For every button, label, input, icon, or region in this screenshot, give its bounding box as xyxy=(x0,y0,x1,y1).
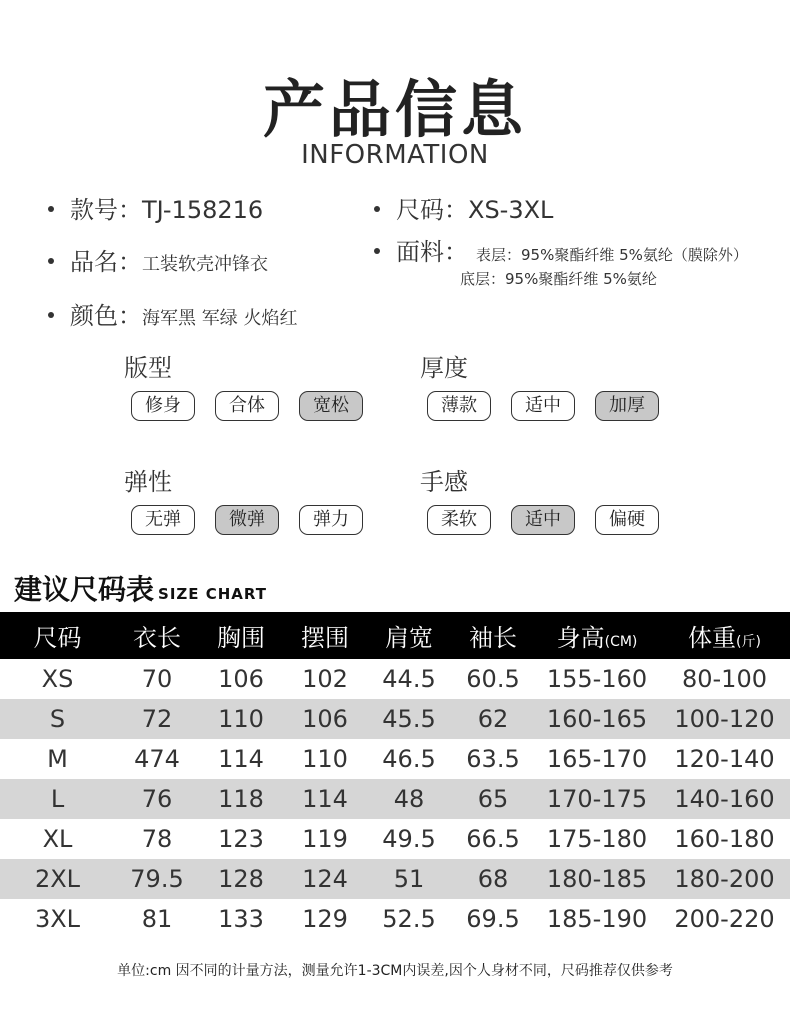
table-cell: 165-170 xyxy=(546,745,648,773)
table-cell: 3XL xyxy=(34,905,81,933)
size-footnote: 单位:cm 因不同的计量方法，测量允许1-3CM内误差,因个人身材不同，尺码推荐仅供参考 xyxy=(117,963,673,979)
table-cell: 46.5 xyxy=(382,745,436,773)
page-subtitle: INFORMATION xyxy=(301,140,489,170)
table-cell: 100-120 xyxy=(674,705,775,733)
table-body xyxy=(0,659,790,939)
header-height: 身高(CM) xyxy=(556,624,638,652)
table-cell: 62 xyxy=(477,705,509,733)
table-cell: 79.5 xyxy=(130,865,184,893)
table-cell: 155-160 xyxy=(546,665,648,693)
table-cell: 45.5 xyxy=(382,705,436,733)
table-cell: 69.5 xyxy=(466,905,520,933)
table-cell: 124 xyxy=(302,865,348,893)
table-cell: 49.5 xyxy=(382,825,436,853)
table-cell: 180-185 xyxy=(546,865,648,893)
table-cell: 160-165 xyxy=(546,705,648,733)
table-cell: 80-100 xyxy=(681,665,767,693)
table-cell: 110 xyxy=(302,745,348,773)
elasticity-chip-stretch: 弹力 xyxy=(299,505,363,535)
table-cell: 70 xyxy=(141,665,173,693)
table-cell: 185-190 xyxy=(546,905,648,933)
info-product-name: 品名：工装软壳冲锋衣 xyxy=(48,242,268,277)
fit-chip-loose: 宽松 xyxy=(299,391,363,421)
table-cell: 72 xyxy=(141,705,173,733)
table-row xyxy=(0,659,790,699)
table-cell: 81 xyxy=(141,905,173,933)
table-cell: 129 xyxy=(302,905,348,933)
info-style-number: 款号：TJ-158216 xyxy=(48,190,263,225)
fit-chip-regular: 合体 xyxy=(215,391,279,421)
table-row xyxy=(0,739,790,779)
table-cell: XS xyxy=(41,665,74,693)
table-row xyxy=(0,899,790,939)
header-hem: 摆围 xyxy=(301,624,349,652)
bullet-icon xyxy=(48,206,54,212)
table-cell: 128 xyxy=(218,865,264,893)
table-cell: 110 xyxy=(218,705,264,733)
table-cell: 63.5 xyxy=(466,745,520,773)
feel-chip-soft: 柔软 xyxy=(427,505,491,535)
table-cell: 48 xyxy=(393,785,425,813)
elasticity-chip-slight: 微弹 xyxy=(215,505,279,535)
table-cell: 68 xyxy=(477,865,509,893)
table-cell: 66.5 xyxy=(466,825,520,853)
table-cell: 200-220 xyxy=(674,905,775,933)
table-cell: 106 xyxy=(218,665,264,693)
fit-label: 版型 xyxy=(124,354,172,382)
table-cell: S xyxy=(49,705,66,733)
info-size-range: 尺码：XS-3XL xyxy=(374,190,553,225)
table-cell: XL xyxy=(42,825,73,853)
header-weight: 体重(斤) xyxy=(688,624,761,652)
bullet-icon xyxy=(374,248,380,254)
table-cell: M xyxy=(47,745,68,773)
table-cell: 78 xyxy=(141,825,173,853)
header-shoulder: 肩宽 xyxy=(385,624,433,652)
table-cell: 160-180 xyxy=(674,825,775,853)
table-cell: 114 xyxy=(218,745,264,773)
header-chest: 胸围 xyxy=(217,624,265,652)
table-row xyxy=(0,699,790,739)
table-header xyxy=(0,612,790,659)
table-cell: 140-160 xyxy=(674,785,775,813)
bullet-icon xyxy=(48,312,54,318)
table-row xyxy=(0,859,790,899)
size-table xyxy=(0,612,790,939)
header-sleeve: 袖长 xyxy=(469,624,517,652)
table-cell: 2XL xyxy=(34,865,81,893)
elasticity-label: 弹性 xyxy=(124,468,172,496)
feel-chip-medium: 适中 xyxy=(511,505,575,535)
table-cell: 123 xyxy=(218,825,264,853)
info-fabric: 面料： 表层：95%聚酯纤维 5%氨纶（膜除外） xyxy=(374,232,748,267)
table-cell: 175-180 xyxy=(546,825,648,853)
table-cell: 170-175 xyxy=(546,785,648,813)
table-cell: 474 xyxy=(134,745,180,773)
table-cell: 60.5 xyxy=(466,665,520,693)
thickness-chip-thin: 薄款 xyxy=(427,391,491,421)
size-chart-title: 建议尺码表 SIZE CHART xyxy=(14,573,268,606)
table-cell: 65 xyxy=(477,785,509,813)
table-cell: 106 xyxy=(302,705,348,733)
table-cell: L xyxy=(50,785,65,813)
table-cell: 118 xyxy=(218,785,264,813)
bullet-icon xyxy=(374,206,380,212)
thickness-chip-thick: 加厚 xyxy=(595,391,659,421)
table-cell: 133 xyxy=(218,905,264,933)
info-fabric-lining: 底层：95%聚酯纤维 5%氨纶 xyxy=(460,270,657,288)
table-cell: 76 xyxy=(141,785,173,813)
header-length: 衣长 xyxy=(133,624,181,652)
table-cell: 51 xyxy=(393,865,425,893)
thickness-chip-medium: 适中 xyxy=(511,391,575,421)
table-cell: 114 xyxy=(302,785,348,813)
thickness-label: 厚度 xyxy=(420,354,468,382)
table-cell: 44.5 xyxy=(382,665,436,693)
table-row xyxy=(0,819,790,859)
bullet-icon xyxy=(48,258,54,264)
header-size: 尺码 xyxy=(33,624,82,652)
feel-chip-hard: 偏硬 xyxy=(595,505,659,535)
elasticity-chip-none: 无弹 xyxy=(131,505,195,535)
table-cell: 120-140 xyxy=(674,745,775,773)
table-row xyxy=(0,779,790,819)
table-cell: 102 xyxy=(302,665,348,693)
page-title: 产品信息 xyxy=(262,73,527,146)
info-colors: 颜色：海军黑 军绿 火焰红 xyxy=(48,296,297,331)
table-cell: 119 xyxy=(302,825,348,853)
table-cell: 52.5 xyxy=(382,905,436,933)
table-cell: 180-200 xyxy=(674,865,775,893)
fit-chip-slim: 修身 xyxy=(131,391,195,421)
feel-label: 手感 xyxy=(420,468,468,496)
